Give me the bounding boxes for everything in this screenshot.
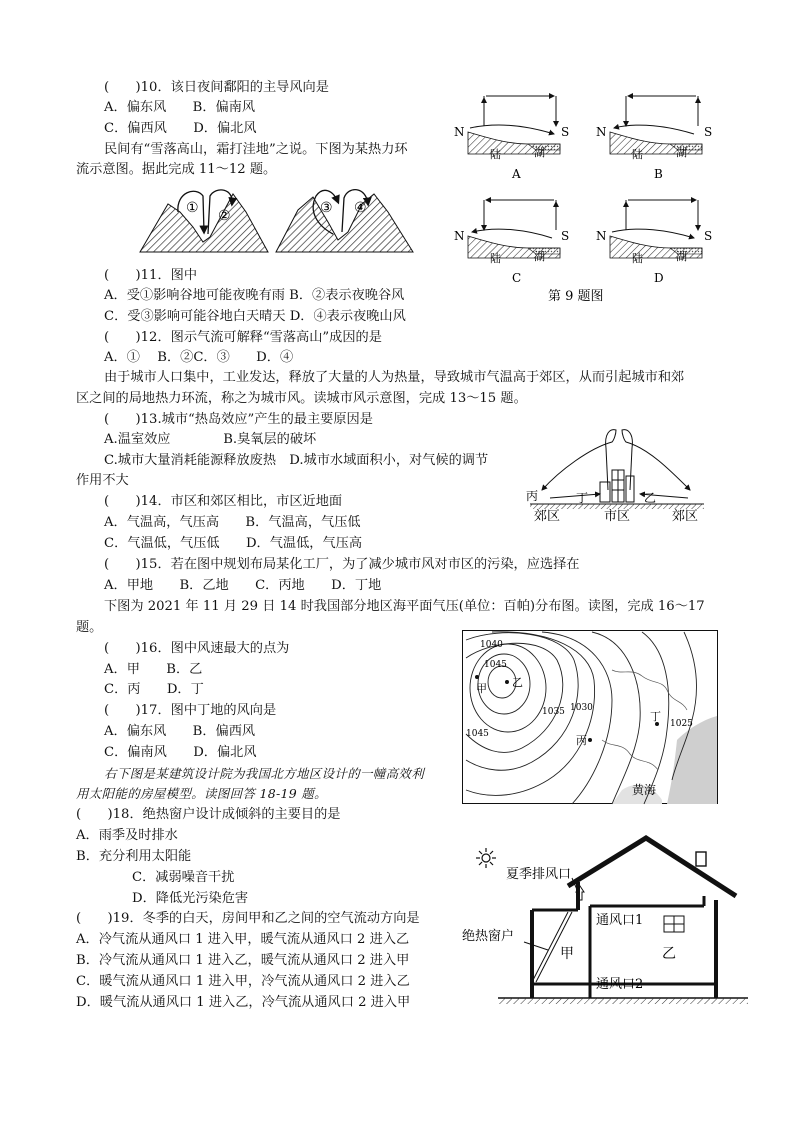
area-suburb-right: 郊区 [672, 509, 699, 524]
panel-d-lake: 湖 [676, 250, 687, 263]
fig9-land-lake-panels [448, 82, 730, 304]
q13-options-cd-cont: 作用不大 [76, 473, 129, 488]
q14-options-cd: C．气温低，气压低 D．气温低，气压高 [104, 536, 363, 551]
q11-options-ab: A．受①影响谷地可能夜晚有雨 B．②表示夜晚谷风 [104, 288, 405, 303]
q11-options-cd: C．受③影响可能谷地白天晴天 D．④表示夜晚山风 [104, 309, 406, 324]
label-3: ③ [320, 200, 333, 216]
point-jia: 甲 [476, 682, 487, 695]
panel-a-lake: 湖 [534, 146, 545, 159]
q19-option-b: B．冷气流从通风口 1 进入乙，暖气流从通风口 2 进入甲 [76, 953, 410, 968]
isobar-1030: 1030 [570, 703, 593, 713]
q15-options: A．甲地 B．乙地 C．丙地 D．丁地 [104, 578, 382, 593]
panel-a-s: S [561, 125, 570, 139]
q19-option-d: D．暖气流从通风口 1 进入乙，冷气流从通风口 2 进入甲 [76, 995, 411, 1010]
point-ding: 丁 [650, 710, 661, 723]
q10-stem: ( )10．该日夜间鄱阳的主导风向是 [104, 80, 329, 95]
intro11-line1: 民间有“雪落高山，霜打洼地”之说。下图为某热力环 [104, 142, 408, 157]
point-bing: 丙 [576, 734, 587, 747]
panel-d-letter: D [654, 271, 664, 285]
area-suburb-left: 郊区 [534, 509, 561, 524]
q13-stem: ( )13.城市“热岛效应”产生的最主要原因是 [104, 412, 373, 427]
intro11-line2: 流示意图。据此完成 11～12 题。 [76, 162, 277, 177]
q18-stem: ( )18．绝热窗户设计成倾斜的主要目的是 [76, 807, 341, 822]
panel-a-n: N [454, 125, 465, 139]
panel-c-letter: C [512, 271, 522, 285]
q18-option-c: C．减弱噪音干扰 [132, 870, 235, 885]
panel-d [596, 200, 712, 285]
panel-c-n: N [454, 229, 465, 243]
sun-icon [476, 848, 496, 868]
q19-stem: ( )19．冬季的白天，房间甲和乙之间的空气流动方向是 [76, 911, 420, 926]
isobar-1035: 1035 [542, 707, 565, 717]
panel-b [596, 96, 712, 181]
q17-options-ab: A．偏东风 B．偏西风 [104, 724, 256, 739]
panel-a [454, 96, 569, 181]
panel-b-s: S [704, 125, 713, 139]
isobar-1040: 1040 [480, 640, 503, 650]
label-vent-2: 通风口2 [596, 977, 644, 992]
q13-options-ab: A.温室效应 B.臭氧层的破坏 [104, 432, 317, 447]
intro18-line2: 用太阳能的房屋模型。读图回答 18-19 题。 [76, 786, 327, 801]
panel-b-land: 陆 [632, 148, 643, 161]
label-window: 绝热窗户 [462, 929, 515, 944]
solar-house-figure [462, 830, 750, 1012]
q19-option-a: A．冷气流从通风口 1 进入甲，暖气流从通风口 2 进入乙 [76, 932, 410, 947]
point-yi: 乙 [512, 676, 523, 689]
label-4: ④ [354, 200, 367, 216]
valley-circulation-figure [138, 182, 433, 260]
q18-option-a: A．雨季及时排水 [76, 828, 178, 843]
q17-options-cd: C．偏南风 D．偏北风 [104, 745, 257, 760]
panel-c-lake: 湖 [534, 250, 545, 263]
label-vent-1: 通风口1 [596, 913, 644, 928]
q14-stem: ( )14．市区和郊区相比，市区近地面 [104, 494, 343, 509]
sea-label: 黄海 [632, 783, 657, 797]
panel-c-s: S [561, 229, 570, 243]
panel-b-lake: 湖 [676, 146, 687, 159]
intro16-line2: 题。 [76, 620, 103, 635]
label-room-yi: 乙 [662, 946, 676, 962]
q19-option-c: C．暖气流从通风口 1 进入甲，冷气流从通风口 2 进入乙 [76, 974, 410, 989]
urban-wind-figure [520, 420, 710, 524]
q18-option-d: D．降低光污染危害 [132, 891, 249, 906]
place-yi: 乙 [644, 491, 657, 505]
q10-options-cd: C．偏西风 D．偏北风 [104, 121, 257, 136]
panel-b-n: N [596, 125, 607, 139]
place-bing: 丙 [526, 489, 539, 503]
isobar-map [462, 630, 718, 804]
q10-options-ab: A．偏东风 B．偏南风 [104, 100, 256, 115]
label-1: ① [186, 200, 199, 216]
intro13-line1: 由于城市人口集中，工业发达，释放了大量的人为热量，导致城市气温高于郊区，从而引起城市和郊 [104, 370, 685, 385]
isobar-1045-top: 1045 [484, 660, 507, 670]
fig9-caption: 第 9 题图 [548, 289, 604, 304]
label-summer-vent: 夏季排风口 [506, 867, 572, 882]
panel-c [454, 200, 569, 285]
isobar-1025: 1025 [670, 719, 693, 729]
q16-options-ab: A．甲 B．乙 [104, 662, 203, 677]
q16-stem: ( )16．图中风速最大的点为 [104, 641, 290, 656]
intro16-line1: 下图为 2021 年 11 月 29 日 14 时我国部分地区海平面气压(单位：百帕)分布图。读图，完成 16～17 [104, 599, 705, 614]
q12-stem: ( )12．图示气流可解释“雪落高山”成因的是 [104, 330, 382, 345]
panel-b-letter: B [654, 167, 663, 181]
isobar-1045-left: 1045 [466, 729, 489, 739]
q15-stem: ( )15．若在图中规划布局某化工厂，为了减少城市风对市区的污染，应选择在 [104, 557, 580, 572]
q16-options-cd: C．丙 D．丁 [104, 682, 204, 697]
q11-stem: ( )11．图中 [104, 268, 198, 283]
intro13-line2: 区之间的局地热力环流，称之为城市风。读城市风示意图，完成 13～15 题。 [76, 391, 527, 406]
panel-c-land: 陆 [490, 252, 501, 265]
intro18-line1: 右下图是某建筑设计院为我国北方地区设计的一幢高效利 [104, 766, 425, 781]
panel-a-letter: A [512, 167, 521, 181]
panel-a-land: 陆 [490, 148, 501, 161]
area-urban: 市区 [604, 509, 631, 524]
panel-d-n: N [596, 229, 607, 243]
panel-d-s: S [704, 229, 713, 243]
label-2: ② [218, 208, 231, 224]
panel-d-land: 陆 [632, 252, 643, 265]
q13-options-cd: C.城市大量消耗能源释放废热 D.城市水域面积小，对气候的调节 [104, 453, 489, 468]
place-ding: 丁 [576, 491, 589, 505]
label-room-jia: 甲 [560, 946, 574, 962]
q17-stem: ( )17．图中丁地的风向是 [104, 703, 277, 718]
q14-options-ab: A．气温高，气压高 B．气温高，气压低 [104, 515, 361, 530]
q12-options: A．① B．②C．③ D．④ [104, 350, 294, 365]
q18-option-b: B．充分利用太阳能 [76, 849, 192, 864]
